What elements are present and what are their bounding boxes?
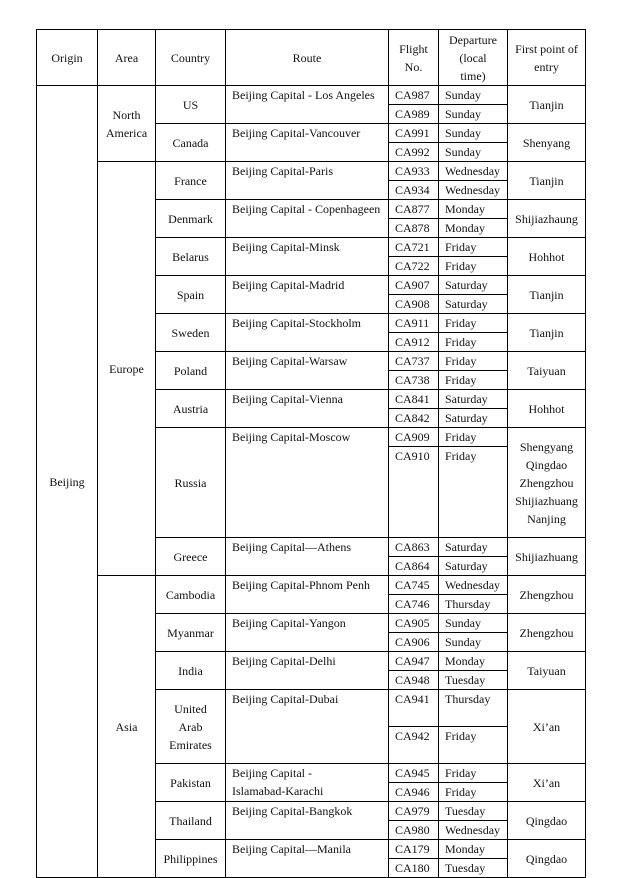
country-cell-text: Pakistan (170, 775, 211, 790)
entry-cell (508, 428, 586, 538)
route-cell-text: Beijing Capital-Dubai (232, 692, 339, 706)
departure-cell-text: Friday (445, 373, 477, 387)
flight-no-cell-text: CA841 (395, 392, 430, 406)
departure-cell-text: Saturday (445, 411, 488, 425)
route-cell-text: Beijing Capital-Paris (232, 164, 333, 178)
country-cell-text: Thailand (169, 813, 212, 828)
departure-cell (439, 390, 508, 409)
entry-cell (508, 576, 586, 614)
flight-no-cell (389, 614, 439, 633)
country-cell (156, 276, 226, 314)
flight-no-cell-text: CA737 (395, 354, 430, 368)
flight-no-cell-text: CA863 (395, 540, 430, 554)
flight-no-cell-text: CA934 (395, 183, 430, 197)
flight-no-cell-text: CA746 (395, 597, 430, 611)
entry-cell (508, 840, 586, 878)
entry-cell (508, 162, 586, 200)
route-cell-text: Beijing Capital-Moscow (232, 430, 351, 444)
country-cell (156, 238, 226, 276)
departure-cell (439, 238, 508, 257)
flight-no-cell (389, 181, 439, 200)
flight-no-cell-text: CA721 (395, 240, 430, 254)
flight-no-cell (389, 764, 439, 783)
entry-cell-text: Tianjin (529, 325, 564, 340)
country-cell (156, 840, 226, 878)
flight-no-cell (389, 671, 439, 690)
flight-no-cell-text: CA947 (395, 654, 430, 668)
area-cell (98, 576, 156, 878)
header-departure: Departure (local time) (439, 30, 508, 86)
flight-no-cell (389, 124, 439, 143)
area-cell (98, 162, 156, 576)
departure-cell-text: Saturday (445, 297, 488, 311)
country-cell (156, 802, 226, 840)
header-country: Country (156, 30, 226, 86)
entry-cell (508, 86, 586, 124)
flight-no-cell (389, 105, 439, 124)
flight-no-cell-text: CA946 (395, 785, 430, 799)
route-cell (226, 690, 389, 764)
entry-cell-text: Tianjin (529, 97, 564, 112)
entry-cell-text: Taiyuan (527, 663, 566, 678)
departure-cell-text: Sunday (445, 145, 481, 159)
departure-cell (439, 143, 508, 162)
departure-cell-text: Saturday (445, 278, 488, 292)
country-cell-text: Philippines (163, 851, 218, 866)
departure-cell-text: Friday (445, 785, 477, 799)
country-cell-text: Spain (176, 287, 205, 302)
flight-no-cell (389, 219, 439, 238)
flight-no-cell-text: CA179 (395, 842, 430, 856)
route-cell (226, 652, 389, 690)
route-cell-text: Beijing Capital-Yangon (232, 616, 346, 630)
entry-cell-text: Shijiazhaung (515, 211, 578, 226)
departure-cell-text: Sunday (445, 635, 481, 649)
departure-cell-text: Tuesday (445, 804, 486, 818)
flight-no-cell (389, 652, 439, 671)
departure-cell (439, 314, 508, 333)
departure-cell (439, 428, 508, 447)
area-cell (98, 86, 156, 162)
entry-cell (508, 238, 586, 276)
country-cell (156, 86, 226, 124)
departure-cell (439, 219, 508, 238)
flight-no-cell (389, 633, 439, 652)
route-cell-text: Beijing Capital - Los Angeles (232, 88, 375, 102)
flight-no-cell-text: CA745 (395, 578, 430, 592)
departure-cell-text: Friday (445, 729, 477, 743)
flight-schedule-table (36, 29, 586, 878)
route-cell (226, 390, 389, 428)
departure-cell (439, 802, 508, 821)
flight-no-cell (389, 314, 439, 333)
flight-no-cell (389, 447, 439, 538)
flight-no-cell (389, 409, 439, 428)
entry-cell-text: Hohhot (528, 249, 565, 264)
country-cell-text: Sweden (171, 325, 210, 340)
departure-cell (439, 557, 508, 576)
flight-no-cell-text: CA722 (395, 259, 430, 273)
route-cell-text: Beijing Capital-Madrid (232, 278, 345, 292)
flight-no-cell (389, 143, 439, 162)
departure-cell-text: Monday (445, 202, 485, 216)
header-flight-no: Flight No. (389, 30, 439, 86)
route-cell (226, 428, 389, 538)
flight-no-cell (389, 595, 439, 614)
flight-no-cell (389, 276, 439, 295)
flight-no-cell (389, 783, 439, 802)
departure-cell (439, 295, 508, 314)
entry-cell-text: Shijiazhuang (515, 549, 578, 564)
route-cell (226, 124, 389, 162)
departure-cell (439, 652, 508, 671)
flight-no-cell-text: CA910 (395, 449, 430, 463)
departure-cell (439, 690, 508, 727)
flight-no-cell (389, 576, 439, 595)
country-cell (156, 352, 226, 390)
route-cell (226, 840, 389, 878)
departure-cell (439, 840, 508, 859)
country-cell-text: Belarus (172, 249, 209, 264)
flight-no-cell (389, 840, 439, 859)
header-entry: First point of entry (508, 30, 586, 86)
departure-cell-text: Wednesday (445, 823, 501, 837)
flight-no-cell (389, 295, 439, 314)
entry-cell (508, 352, 586, 390)
entry-cell (508, 764, 586, 802)
country-cell (156, 652, 226, 690)
flight-no-cell-text: CA909 (395, 430, 430, 444)
table-row (37, 576, 586, 595)
flight-no-cell-text: CA877 (395, 202, 430, 216)
flight-no-cell (389, 428, 439, 447)
flight-no-cell-text: CA941 (395, 692, 430, 706)
route-cell-text: Beijing Capital—Manila (232, 842, 351, 856)
departure-cell-text: Sunday (445, 126, 481, 140)
flight-no-cell-text: CA908 (395, 297, 430, 311)
departure-cell (439, 409, 508, 428)
departure-cell-text: Friday (445, 430, 477, 444)
route-cell-text: Beijing Capital-Vancouver (232, 126, 361, 140)
area-cell-text: Europe (109, 361, 144, 376)
flight-no-cell-text: CA906 (395, 635, 430, 649)
area-cell-text: Asia (115, 719, 138, 734)
country-cell (156, 614, 226, 652)
departure-cell-text: Saturday (445, 540, 488, 554)
departure-cell-text: Tuesday (445, 861, 486, 875)
departure-cell (439, 333, 508, 352)
departure-cell-text: Monday (445, 842, 485, 856)
flight-no-cell-text: CA945 (395, 766, 430, 780)
table-row (37, 162, 586, 181)
departure-cell-text: Friday (445, 316, 477, 330)
entry-cell (508, 690, 586, 764)
route-cell (226, 802, 389, 840)
departure-cell (439, 538, 508, 557)
area-cell-text: North America (105, 107, 148, 140)
flight-no-cell (389, 690, 439, 727)
entry-cell-text: Zhengzhou (519, 625, 574, 640)
flight-no-cell-text: CA911 (395, 316, 430, 330)
departure-cell (439, 614, 508, 633)
entry-cell-text: Xi’an (532, 719, 561, 734)
departure-cell-text: Friday (445, 335, 477, 349)
route-cell (226, 200, 389, 238)
entry-cell-text: Shengyang Qingdao Zhengzhou Shijiazhuang Nanjing (515, 439, 578, 526)
flight-no-cell (389, 859, 439, 878)
origin-cell-text: Beijing (49, 474, 85, 489)
departure-cell-text: Friday (445, 259, 477, 273)
country-cell (156, 764, 226, 802)
header-route: Route (226, 30, 389, 86)
departure-cell-text: Sunday (445, 107, 481, 121)
route-cell-text: Beijing Capital-Vienna (232, 392, 343, 406)
route-cell-text: Beijing Capital - Copenhageen (232, 202, 381, 216)
flight-no-cell-text: CA987 (395, 88, 430, 102)
departure-cell-text: Friday (445, 240, 477, 254)
departure-cell (439, 727, 508, 764)
flight-no-cell-text: CA907 (395, 278, 430, 292)
country-cell (156, 576, 226, 614)
departure-cell-text: Sunday (445, 88, 481, 102)
flight-no-cell-text: CA933 (395, 164, 430, 178)
flight-no-cell-text: CA842 (395, 411, 430, 425)
departure-cell-text: Friday (445, 449, 477, 463)
departure-cell (439, 352, 508, 371)
flight-no-cell (389, 162, 439, 181)
departure-cell (439, 821, 508, 840)
flight-no-cell (389, 557, 439, 576)
flight-no-cell (389, 86, 439, 105)
flight-no-cell (389, 390, 439, 409)
route-cell (226, 576, 389, 614)
route-cell-text: Beijing Capital-Delhi (232, 654, 336, 668)
departure-cell (439, 162, 508, 181)
departure-cell-text: Sunday (445, 616, 481, 630)
entry-cell-text: Qingdao (525, 851, 568, 866)
route-cell-text: Beijing Capital - Islamabad-Karachi (232, 766, 324, 798)
flight-no-cell-text: CA738 (395, 373, 430, 387)
departure-cell (439, 595, 508, 614)
entry-cell (508, 276, 586, 314)
departure-cell (439, 783, 508, 802)
flight-no-cell-text: CA905 (395, 616, 430, 630)
departure-cell (439, 371, 508, 390)
entry-cell-text: Taiyuan (527, 363, 566, 378)
departure-cell (439, 105, 508, 124)
entry-cell-text: Xi’an (532, 775, 561, 790)
flight-no-cell (389, 821, 439, 840)
departure-cell-text: Monday (445, 654, 485, 668)
departure-cell (439, 86, 508, 105)
entry-cell (508, 802, 586, 840)
route-cell (226, 314, 389, 352)
country-cell-text: Poland (173, 363, 208, 378)
departure-cell (439, 200, 508, 219)
entry-cell (508, 614, 586, 652)
departure-cell-text: Tuesday (445, 673, 486, 687)
flight-no-cell-text: CA864 (395, 559, 430, 573)
country-cell-text: Russia (174, 475, 207, 490)
entry-cell (508, 652, 586, 690)
country-cell-text: Cambodia (165, 587, 216, 602)
route-cell (226, 614, 389, 652)
departure-cell-text: Friday (445, 766, 477, 780)
table-row (37, 86, 586, 105)
country-cell-text: Denmark (168, 211, 213, 226)
flight-no-cell (389, 200, 439, 219)
departure-cell-text: Friday (445, 354, 477, 368)
departure-cell-text: Monday (445, 221, 485, 235)
departure-cell (439, 633, 508, 652)
route-cell-text: Beijing Capital-Stockholm (232, 316, 361, 330)
country-cell-text: Greece (173, 549, 208, 564)
entry-cell-text: Hohhot (528, 401, 565, 416)
departure-cell (439, 447, 508, 538)
departure-cell-text: Thursday (445, 597, 491, 611)
flight-no-cell-text: CA878 (395, 221, 430, 235)
origin-cell (37, 86, 98, 878)
departure-cell-text: Saturday (445, 559, 488, 573)
entry-cell-text: Shenyang (522, 135, 571, 150)
entry-cell-text: Qingdao (525, 813, 568, 828)
departure-cell-text: Wednesday (445, 578, 501, 592)
flight-no-cell-text: CA980 (395, 823, 430, 837)
route-cell-text: Beijing Capital-Warsaw (232, 354, 348, 368)
country-cell-text: Austria (172, 401, 209, 416)
entry-cell (508, 124, 586, 162)
route-cell-text: Beijing Capital-Phnom Penh (232, 578, 370, 592)
departure-cell (439, 859, 508, 878)
flight-no-cell-text: CA989 (395, 107, 430, 121)
flight-no-cell-text: CA991 (395, 126, 430, 140)
route-cell (226, 352, 389, 390)
entry-cell (508, 538, 586, 576)
country-cell (156, 428, 226, 538)
flight-no-cell (389, 352, 439, 371)
flight-no-cell-text: CA180 (395, 861, 430, 875)
country-cell-text: Myanmar (167, 625, 214, 640)
flight-no-cell (389, 802, 439, 821)
country-cell (156, 538, 226, 576)
country-cell (156, 162, 226, 200)
route-cell-text: Beijing Capital-Bangkok (232, 804, 353, 818)
flight-no-cell-text: CA942 (395, 729, 430, 743)
route-cell (226, 538, 389, 576)
flight-no-cell (389, 538, 439, 557)
departure-cell (439, 671, 508, 690)
entry-cell (508, 390, 586, 428)
country-cell (156, 314, 226, 352)
route-cell (226, 276, 389, 314)
country-cell-text: France (174, 173, 207, 188)
departure-cell-text: Wednesday (445, 164, 501, 178)
entry-cell (508, 314, 586, 352)
departure-cell (439, 576, 508, 595)
entry-cell-text: Tianjin (529, 173, 564, 188)
departure-cell-text: Wednesday (445, 183, 501, 197)
flight-no-cell-text: CA992 (395, 145, 430, 159)
departure-cell (439, 257, 508, 276)
header-area: Area (98, 30, 156, 86)
country-cell (156, 124, 226, 162)
route-cell-text: Beijing Capital-Minsk (232, 240, 340, 254)
flight-no-cell (389, 257, 439, 276)
route-cell (226, 162, 389, 200)
flight-no-cell (389, 727, 439, 764)
flight-no-cell (389, 238, 439, 257)
country-cell (156, 390, 226, 428)
country-cell-text: US (182, 97, 199, 112)
country-cell-text: United Arab Emirates (169, 701, 212, 752)
flight-no-cell (389, 333, 439, 352)
entry-cell-text: Zhengzhou (519, 587, 574, 602)
departure-cell (439, 276, 508, 295)
country-cell-text: India (178, 663, 203, 678)
flight-no-cell-text: CA912 (395, 335, 430, 349)
country-cell (156, 200, 226, 238)
flight-no-cell-text: CA979 (395, 804, 430, 818)
departure-cell (439, 764, 508, 783)
entry-cell-text: Tianjin (529, 287, 564, 302)
header-row (37, 30, 586, 86)
country-cell (156, 690, 226, 764)
departure-cell (439, 124, 508, 143)
departure-cell-text: Thursday (445, 692, 491, 706)
departure-cell-text: Saturday (445, 392, 488, 406)
flight-no-cell (389, 371, 439, 390)
country-cell-text: Canada (172, 135, 209, 150)
departure-cell (439, 181, 508, 200)
header-origin: Origin (37, 30, 98, 86)
route-cell (226, 238, 389, 276)
flight-no-cell-text: CA948 (395, 673, 430, 687)
table-body (37, 86, 586, 878)
entry-cell (508, 200, 586, 238)
route-cell (226, 86, 389, 124)
route-cell-text: Beijing Capital—Athens (232, 540, 351, 554)
route-cell (226, 764, 389, 802)
